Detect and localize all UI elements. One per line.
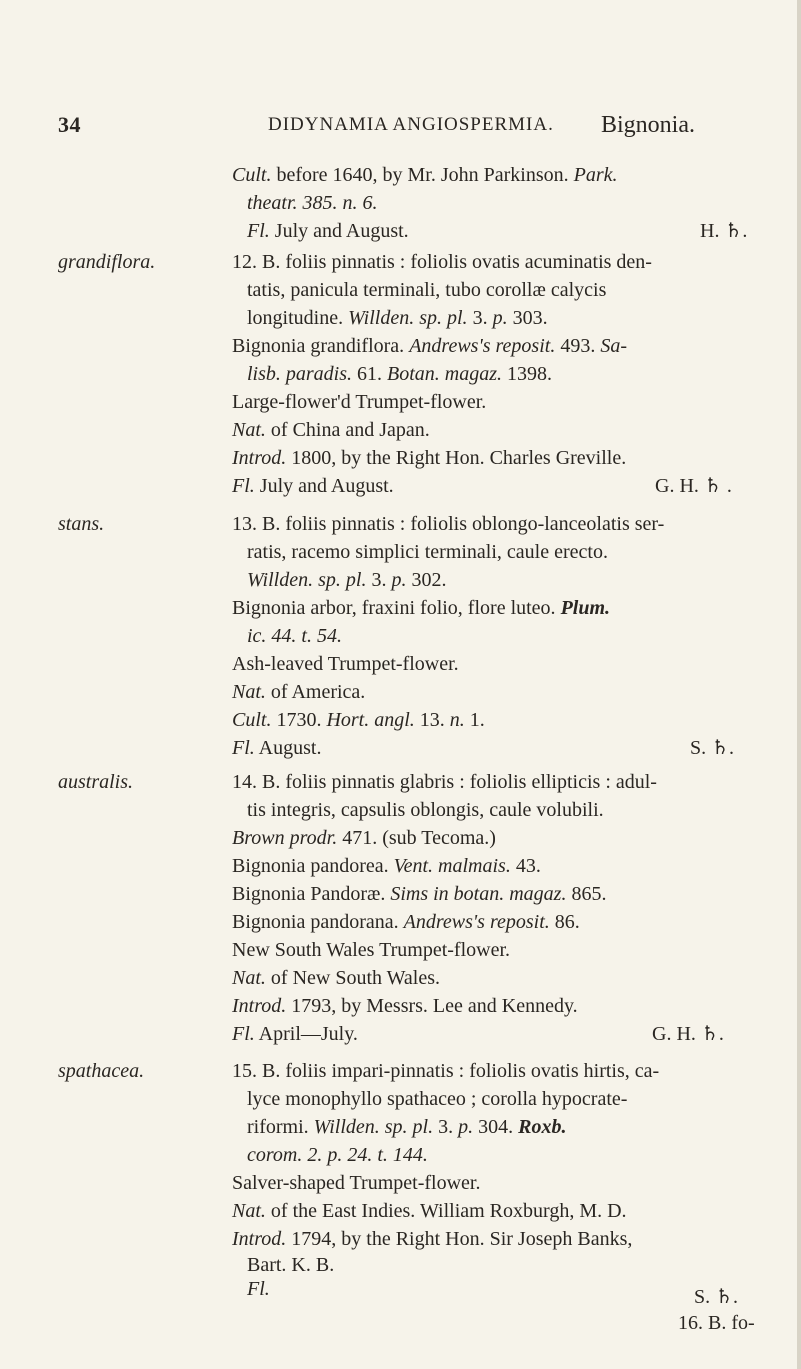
text-line: riformi. Willden. sp. pl. 3. p. 304. Roxb. [247, 1116, 567, 1138]
text-line: Fl. August. [232, 737, 322, 759]
text-line: corom. 2. p. 24. t. 144. [247, 1144, 428, 1166]
text-line: Bignonia pandorana. Andrews's reposit. 86. [232, 911, 580, 933]
text-line: 13. B. foliis pinnatis : foliolis oblongo-lanceolatis ser- [232, 513, 665, 535]
hardiness-note: H. ♄. [700, 220, 748, 242]
hardiness-note: G. H. ♄. [652, 1023, 724, 1045]
text-line: Cult. 1730. Hort. angl. 13. n. 1. [232, 709, 485, 731]
text-line: Fl. April—July. [232, 1023, 358, 1045]
page-number: 34 [58, 112, 81, 137]
text-line: Fl. July and August. [247, 220, 409, 242]
genus-heading: Bignonia. [601, 112, 695, 138]
text-line: ratis, racemo simplici terminali, caule erecto. [247, 541, 608, 563]
text-line: Salver-shaped Trumpet-flower. [232, 1172, 481, 1194]
text-line: tatis, panicula terminali, tubo corollæ calycis [247, 279, 607, 301]
text-line: Bart. K. B. [247, 1254, 335, 1276]
hardiness-note: S. ♄. [690, 737, 735, 759]
page-header [0, 112, 801, 152]
text-line: Bignonia grandiflora. Andrews's reposit. 493. Sa- [232, 335, 627, 357]
text-line: ic. 44. t. 54. [247, 625, 342, 647]
text-line: Introd. 1800, by the Right Hon. Charles Greville. [232, 447, 627, 469]
species-epithet: spathacea. [58, 1060, 145, 1082]
text-line: Nat. of America. [232, 681, 366, 703]
text-line: Nat. of New South Wales. [232, 967, 441, 989]
text-line: Nat. of the East Indies. William Roxburgh, M. D. [232, 1200, 627, 1222]
species-epithet: grandiflora. [58, 251, 156, 273]
hardiness-note: S. ♄. [694, 1286, 739, 1308]
text-line: Fl. [247, 1278, 270, 1300]
text-line: theatr. 385. n. 6. [247, 192, 378, 214]
text-line: 15. B. foliis impari-pinnatis : foliolis ovatis hirtis, ca- [232, 1060, 660, 1082]
species-epithet: australis. [58, 771, 134, 793]
text-line: Introd. 1793, by Messrs. Lee and Kennedy. [232, 995, 578, 1017]
hardiness-note: G. H. ♄ . [655, 475, 732, 497]
text-line: Fl. July and August. [232, 475, 394, 497]
running-title: DIDYNAMIA ANGIOSPERMIA. [268, 114, 554, 135]
page-edge [797, 0, 801, 1369]
text-line: Bignonia Pandoræ. Sims in botan. magaz. 865. [232, 883, 607, 905]
text-line: Brown prodr. 471. (sub Tecoma.) [232, 827, 496, 849]
text-line: lyce monophyllo spathaceo ; corolla hypocrate- [247, 1088, 628, 1110]
text-line: Bignonia pandorea. Vent. malmais. 43. [232, 855, 541, 877]
text-line: New South Wales Trumpet-flower. [232, 939, 511, 961]
text-line: 12. B. foliis pinnatis : foliolis ovatis acuminatis den- [232, 251, 652, 273]
text-line: Nat. of China and Japan. [232, 419, 430, 441]
text-line: Willden. sp. pl. 3. p. 302. [247, 569, 447, 591]
text-line: Large-flower'd Trumpet-flower. [232, 391, 487, 413]
text-line: Ash-leaved Trumpet-flower. [232, 653, 459, 675]
text-line: Cult. before 1640, by Mr. John Parkinson. Park. [232, 164, 618, 186]
species-epithet: stans. [58, 513, 105, 535]
text-line: Introd. 1794, by the Right Hon. Sir Joseph Banks, [232, 1228, 633, 1250]
text-line: tis integris, capsulis oblongis, caule volubili. [247, 799, 604, 821]
text-line: 14. B. foliis pinnatis glabris : foliolis ellipticis : adul- [232, 771, 657, 793]
text-line: Bignonia arbor, fraxini folio, flore luteo. Plum. [232, 597, 611, 619]
catchword: 16. B. fo- [678, 1312, 755, 1334]
text-line: longitudine. Willden. sp. pl. 3. p. 303. [247, 307, 548, 329]
text-line: lisb. paradis. 61. Botan. magaz. 1398. [247, 363, 553, 385]
